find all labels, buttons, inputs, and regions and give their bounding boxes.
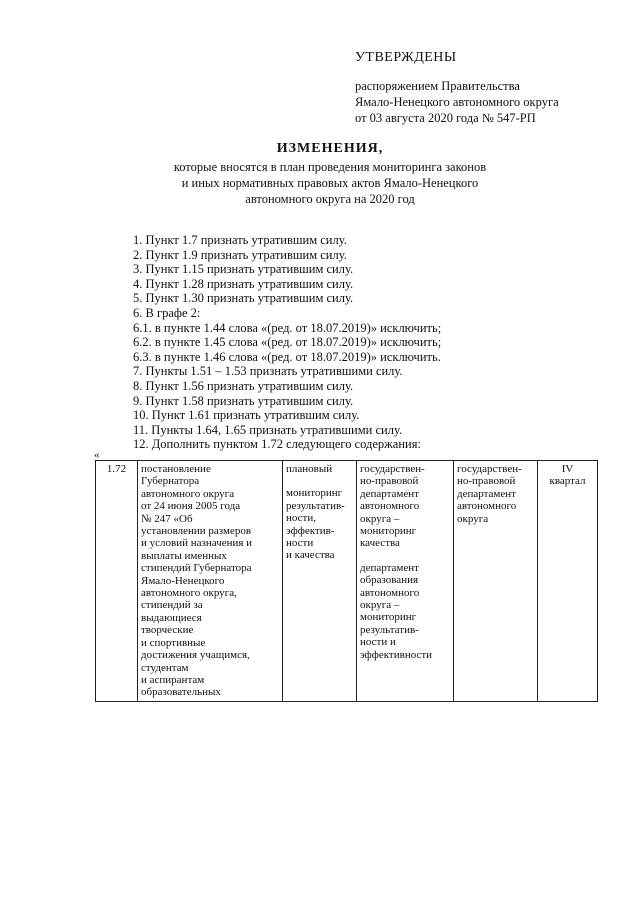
- act-line: постановление: [141, 463, 211, 475]
- responsible-line: департамент: [457, 487, 516, 500]
- table-row: [96, 461, 598, 702]
- act-line: и аспирантам: [141, 673, 205, 686]
- amendment-item: 9. Пункт 1.58 признать утратившим силу.: [133, 393, 354, 408]
- kind-line: ности: [286, 537, 314, 550]
- amendment-item: 5. Пункт 1.30 признать утратившим силу.: [133, 291, 354, 306]
- act-line: и спортивные: [141, 636, 206, 649]
- kind-line: и качества: [286, 549, 335, 562]
- opening-quote: «: [94, 449, 100, 461]
- kind-line: ности,: [286, 512, 316, 525]
- responsible-line: государствен-: [457, 463, 522, 475]
- cell-executors: [357, 461, 454, 702]
- kind-line: результатив-: [286, 499, 345, 512]
- amendment-item: 11. Пункты 1.64, 1.65 признать утратившими силу.: [133, 422, 403, 437]
- executor-line: мониторинг: [360, 525, 417, 538]
- document-subtitle-line: которые вносятся в план проведения мониторинга законов: [173, 160, 487, 174]
- type-line: плановый: [286, 463, 333, 475]
- document-title: ИЗМЕНЕНИЯ,: [276, 141, 384, 156]
- executor-line: департамент: [360, 487, 419, 500]
- term-line: квартал: [549, 475, 586, 488]
- act-line: творческие: [141, 624, 194, 637]
- term-line: IV: [561, 463, 574, 475]
- amendment-item: 6.1. в пункте 1.44 слова «(ред. от 18.07.2019)» исключить;: [133, 320, 442, 335]
- act-line: выдающиеся: [141, 611, 202, 624]
- executor-line: мониторинг: [360, 611, 417, 624]
- act-line: установлении размеров: [141, 525, 252, 538]
- cell-responsible: [454, 461, 538, 702]
- amendment-table: [95, 460, 598, 702]
- amendment-item: 6.3. в пункте 1.46 слова «(ред. от 18.07.2019)» исключить.: [133, 349, 441, 364]
- executor-line: ности и: [360, 636, 396, 649]
- amendment-item: 12. Дополнить пунктом 1.72 следующего содержания:: [133, 437, 421, 452]
- executor-line: округа –: [360, 512, 400, 525]
- act-line: и условий назначения и: [141, 537, 253, 550]
- amendment-item: 1. Пункт 1.7 признать утратившим силу.: [133, 233, 347, 247]
- amendment-item: 10. Пункт 1.61 признать утратившим силу.: [133, 408, 360, 423]
- executor-line: автономного: [360, 586, 420, 599]
- act-line: от 24 июня 2005 года: [141, 500, 241, 513]
- executor-line: результатив-: [360, 623, 419, 636]
- responsible-line: округа: [457, 512, 489, 525]
- kind-line: эффектив-: [286, 524, 335, 537]
- amendment-list: [133, 233, 533, 452]
- cell-act: [138, 461, 283, 702]
- executor-line: государствен-: [360, 463, 425, 475]
- amendment-item: 8. Пункт 1.56 признать утратившим силу.: [133, 378, 354, 393]
- cell-term: [538, 461, 598, 702]
- executor-line: качества: [360, 537, 400, 550]
- executor-line: округа –: [360, 599, 400, 612]
- amendment-item: 6. В графе 2:: [133, 305, 201, 320]
- cell-type-kind: [283, 461, 357, 702]
- act-line: стипендий за: [141, 599, 203, 612]
- document-subtitle-line: и иных нормативных правовых актов Ямало-Ненецкого: [181, 176, 479, 190]
- responsible-line: но-правовой: [457, 475, 516, 488]
- amendment-item: 6.2. в пункте 1.45 слова «(ред. от 18.07.2019)» исключить;: [133, 335, 442, 350]
- act-line: выплаты именных: [141, 549, 227, 562]
- kind-line: мониторинг: [286, 487, 343, 500]
- act-line: Ямало-Ненецкого: [141, 574, 225, 587]
- act-line: стипендий Губернатора: [141, 562, 252, 575]
- approval-line: Ямало-Ненецкого автономного округа: [355, 95, 559, 109]
- executor-line: но-правовой: [360, 475, 419, 488]
- responsible-line: автономного: [457, 500, 517, 513]
- amendment-item: 7. Пункты 1.51 – 1.53 признать утратившими силу.: [133, 364, 403, 379]
- amendment-item: 3. Пункт 1.15 признать утратившим силу.: [133, 262, 354, 277]
- executor-line: эффективности: [360, 648, 433, 661]
- document-subtitle-line: автономного округа на 2020 год: [245, 192, 415, 206]
- amendment-item: 2. Пункт 1.9 признать утратившим силу.: [133, 247, 347, 262]
- cell-number: [96, 461, 138, 702]
- act-line: автономного округа: [141, 487, 235, 500]
- row-number: 1.72: [106, 463, 127, 475]
- act-line: автономного округа,: [141, 587, 237, 600]
- executor-line: автономного: [360, 500, 420, 513]
- act-line: достижения учащимся,: [141, 649, 250, 662]
- document-heading: [130, 140, 530, 207]
- approval-line: от 03 августа 2020 года № 547-РП: [355, 111, 536, 125]
- act-line: № 247 «Об: [141, 512, 193, 525]
- approval-title: УТВЕРЖДЕНЫ: [355, 50, 457, 65]
- act-line: Губернатора: [141, 475, 200, 488]
- act-line: образовательных: [141, 686, 221, 699]
- executor-line: департамент: [360, 561, 419, 574]
- executor-line: образования: [360, 574, 419, 587]
- amendment-item: 4. Пункт 1.28 признать утратившим силу.: [133, 276, 354, 291]
- act-line: студентам: [141, 661, 189, 674]
- approval-line: распоряжением Правительства: [355, 79, 520, 93]
- approval-block: [355, 50, 625, 126]
